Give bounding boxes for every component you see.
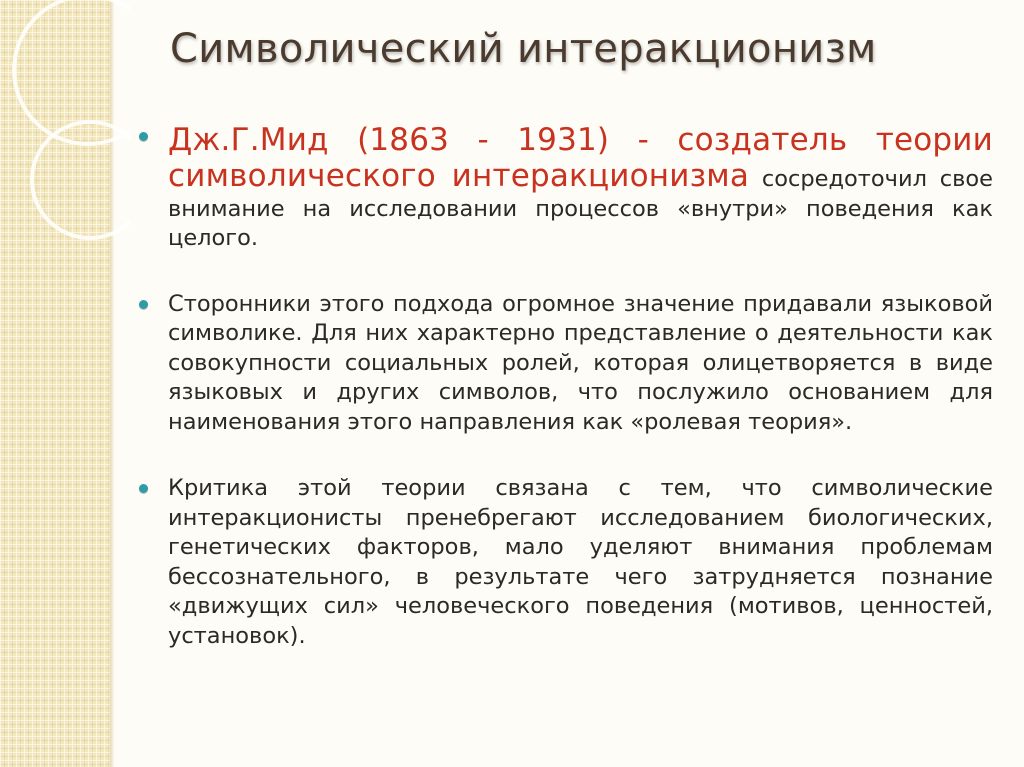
bullet-accent-line-2: символического интеракционизма [168, 158, 750, 194]
bullet-dot-icon [139, 132, 148, 141]
slide-title: Символический интеракционизм [170, 26, 877, 72]
bullet-item-supporters [135, 290, 993, 438]
bullet-dot-icon [139, 300, 148, 309]
bullet-text: Сторонники этого подхода огромное значение придавали языковой символике. Для них характерно представление о деятельности как совокупности социальных ролей, которая олицетворяется в виде языковых и других символов, что послужило основанием для наименования этого направления как «ролевая теория». [168, 290, 993, 435]
decorative-ring-upper [14, 0, 130, 144]
bullet-item-mead [135, 122, 993, 254]
bullet-dot-icon [139, 484, 148, 493]
bullet-accent-line-1: Дж.Г.Мид (1863 - 1931) - создатель теории [168, 122, 993, 158]
bullet-text: Критика этой теории связана с тем, что символические интеракционисты пренебрегают исследованием биологических, генетических факторов, мало уделяют внимания проблемам бессознательного, в результате чего затрудняется познание «движущих сил» человеческого поведения (мотивов, ценностей, установок). [168, 475, 993, 649]
bullet-list [135, 122, 993, 651]
bullet-text: сосредоточил свое внимание на исследовании процессов «внутри» поведения как целого. [168, 166, 993, 251]
decorative-rings [0, 0, 130, 260]
bullet-item-criticism [135, 474, 993, 651]
